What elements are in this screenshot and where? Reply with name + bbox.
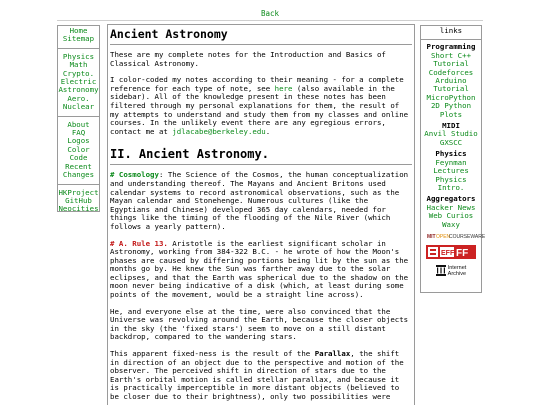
main-content [107,24,415,405]
left-nav-divider [58,184,99,185]
eff-logo-icon [426,245,476,259]
nav-code[interactable]: Code [69,153,88,163]
nav-about[interactable]: About [67,119,90,129]
nav-github[interactable]: GitHub [65,195,92,205]
link-anvil-studio[interactable]: Anvil Studio [424,129,478,139]
nav-home[interactable]: Home [69,26,88,35]
svg-text:COURSEWARE: COURSEWARE [449,234,486,241]
link-arduino[interactable]: Arduino [435,76,467,86]
nav-electric[interactable]: Electric [60,77,97,87]
left-nav-group-external [58,188,99,215]
nav-recent[interactable]: Recent [65,161,92,171]
mit-ocw-badge[interactable] [426,232,486,242]
geocentric-paragraph: He, and everyone else at the time, were also convinced that the Universe was revolving around the Earth, because the closer objects in the sky (the 'fixed stars') seem to move on a still distant backdrop, compared to the wandering stars. [110,306,409,342]
nav-math[interactable]: Math [69,60,88,70]
svg-text:OPEN: OPEN [436,234,451,241]
link-2d-python[interactable]: 2D Python [430,101,472,111]
back-link[interactable]: Back [260,9,280,18]
link-plots[interactable]: Plots [439,109,463,119]
color-code-paragraph: I color-coded my notes according to their meaning - for a complete reference for each type of note, see here (also available in the sidebar). All of the knowledge present in these notes has been filtered through my personal explanations for them, the result of my attempts to understand and study them from my classes and online courses. In the unlikely event there are any egregious errors, contact me at jdlacabe@berkeley.edu. [110,75,409,136]
top-bar [0,9,540,18]
internet-archive-badge[interactable] [426,265,476,277]
nav-nuclear[interactable]: Nuclear [62,102,95,112]
link-cpp-tutorial[interactable]: Tutorial [433,59,469,69]
link-short-cpp[interactable]: Short C++ [430,50,472,60]
link-micropython[interactable]: MicroPython [426,92,476,102]
aggregators-heading: Aggregators [426,194,476,204]
nav-changes[interactable]: Changes [62,170,95,180]
page-title: Ancient Astronomy [110,25,412,45]
cosmology-paragraph: # Cosmology: The Science of the Cosmos, the human conceptualization and understanding thereof. The Mayans and Ancient Britons used calendar systems to record astronomical observations, such as the Mayan calendar and Stonehenge. Numerous cultures (like the Egyptians and Chinese) developed 365 day calendars, needed for things like the timing of the flooding of the Nile River (which follows a yearly pattern). [110,170,409,231]
nav-aero[interactable]: Aero. [67,93,90,103]
link-gxscc[interactable]: GXSCC [439,137,463,147]
link-arduino-tutorial[interactable]: Tutorial [433,84,469,94]
nav-crypto[interactable]: Crypto. [62,68,95,78]
svg-text:MIT: MIT [427,234,436,241]
left-nav-group-subjects [58,52,99,113]
link-feynman-lectures[interactable]: Lectures [433,166,469,176]
parallax-term: Parallax [314,349,351,359]
right-nav-divider [421,39,481,40]
left-nav-group-site [58,26,99,45]
nav-physics[interactable]: Physics [62,51,95,61]
rule-13-tag: # A. Rule 13. [110,238,168,248]
nav-astronomy[interactable]: Astronomy [58,85,99,95]
programming-heading: Programming [426,42,476,52]
nav-sitemap[interactable]: Sitemap [62,34,95,44]
eff-badge[interactable] [426,245,476,261]
parallax-paragraph: This apparent fixed-ness is the result of the Parallax, the shift in direction of an object due to the perspective and motion of the observer. The perceived shift in direction of stars due to the Earth's orbital motion is called stellar parallax, and because it is practically imperceptible in more distant objects (believed to be closer due to their brightness), only two possibilities were [110,349,404,401]
section-heading: II. Ancient Astronomy. [110,144,412,165]
link-physics-intro[interactable]: Physics [435,174,467,184]
nav-color[interactable]: Color [67,144,90,154]
right-sidebar [420,25,486,293]
nav-faq[interactable]: FAQ [71,128,86,138]
link-hacker-news[interactable]: Hacker News [426,202,476,212]
archive-building-icon [436,265,446,276]
physics-heading: Physics [435,149,467,159]
svg-text:EFF: EFF [441,250,455,258]
midi-heading: MIDI [442,121,460,131]
rule-13-paragraph: # A. Rule 13. Aristotle is the earliest significant scholar in Astronomy, working from 384-322 B.C. - he wrote of how the Moon's phases are caused by differing portions being lit by the sun as the months go by. He knew the Sun was farther away due to the solar eclipses, and that the Earth was spherical due to the shadow on the moon never being indicative of a disk (which, at least during some points of the movement, would be a straight line across). [110,238,409,300]
left-nav-group-info [58,120,99,181]
link-physics-intro-2[interactable]: Intro. [437,182,465,192]
nav-logos[interactable]: Logos [67,136,90,146]
nav-neocities[interactable]: Neocities [58,204,99,214]
links-title: links [439,26,463,35]
archive-label-1: Internet [447,264,467,271]
left-nav-divider [58,116,99,117]
link-web-curios[interactable]: Web Curios [428,211,474,221]
left-sidebar [57,25,100,212]
nav-hkproject[interactable]: HKProject [58,187,99,197]
color-reference-link[interactable]: here [274,83,293,93]
link-waxy[interactable]: Waxy [442,219,460,229]
intro-paragraph: These are my complete notes for the Introduction and Basics of Classical Astronomy. [110,50,386,68]
cosmology-tag: # Cosmology [110,170,159,180]
archive-label-2: Archive [447,270,467,277]
svg-text:FF: FF [456,248,469,260]
mit-ocw-logo-icon [426,232,486,241]
top-divider [57,20,483,21]
email-link[interactable]: jdlacabe@berkeley.edu [172,126,266,136]
link-feynman[interactable]: Feynman [435,157,467,167]
left-nav-divider [58,48,99,49]
link-codeforces[interactable]: Codeforces [428,67,474,77]
